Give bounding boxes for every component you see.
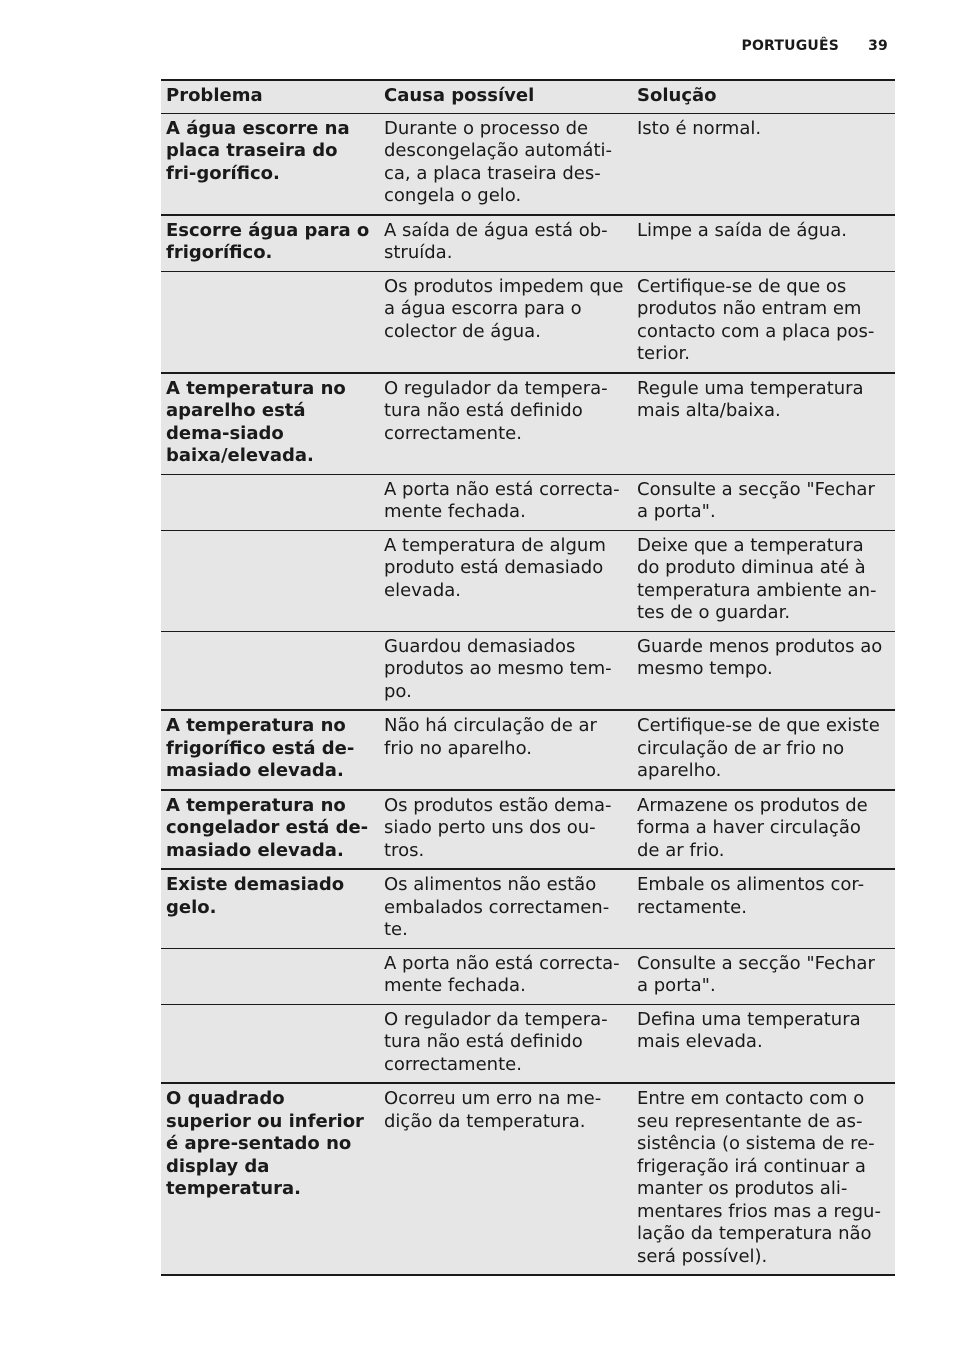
cause-cell: Os produtos estão dema-siado perto uns dos ou-tros.	[384, 794, 612, 861]
solution-cell: Regule uma temperatura mais alta/baixa.	[637, 377, 864, 421]
solution-cell: Isto é normal.	[637, 117, 762, 139]
cause-cell: Os alimentos não estão embalados correctamen-te.	[384, 874, 610, 940]
cause-cell: O regulador da tempera-tura não está definido correctamente.	[384, 1008, 608, 1075]
language-label: PORTUGUÊS	[741, 38, 840, 54]
column-header-cause: Causa possível	[384, 85, 535, 106]
table-row	[161, 530, 895, 631]
table-row	[161, 113, 895, 215]
table-row	[161, 215, 895, 272]
troubleshooting-table	[161, 79, 895, 1276]
page-header	[741, 38, 888, 54]
problem-cell: Escorre água para o frigorífico.	[166, 219, 370, 263]
solution-cell: Deixe que a temperatura do produto diminua até à temperatura ambiente an-tes de o guardar.	[637, 534, 877, 623]
table-row	[161, 869, 895, 948]
problem-cell	[161, 1004, 379, 1083]
table-row	[161, 474, 895, 530]
solution-cell: Certifique-se de que os produtos não entram em contacto com a placa pos-terior.	[637, 275, 875, 364]
problem-cell	[161, 271, 379, 373]
problem-cell	[161, 631, 379, 710]
problem-cell: Existe demasiado gelo.	[166, 874, 345, 918]
cause-cell: O regulador da tempera-tura não está definido correctamente.	[384, 377, 608, 444]
table-row	[161, 373, 895, 475]
table-row	[161, 631, 895, 710]
table-row	[161, 1004, 895, 1083]
cause-cell: Durante o processo de descongelação automáti-ca, a placa traseira des-congela o gelo.	[384, 117, 613, 206]
problem-cell: A temperatura no congelador está de-masiado elevada.	[166, 794, 369, 861]
cause-cell: A saída de água está ob-struída.	[384, 219, 608, 263]
solution-cell: Armazene os produtos de forma a haver circulação de ar frio.	[637, 794, 868, 861]
cause-cell: A porta não está correcta-mente fechada.	[384, 478, 620, 522]
cause-cell: Ocorreu um erro na me-dição da temperatura.	[384, 1088, 602, 1132]
column-header-solution: Solução	[637, 85, 717, 106]
problem-cell: A temperatura no frigorífico está de-masiado elevada.	[166, 715, 355, 781]
problem-cell	[161, 474, 379, 530]
solution-cell: Embale os alimentos cor-rectamente.	[637, 874, 865, 918]
solution-cell: Limpe a saída de água.	[637, 219, 847, 241]
solution-cell: Entre em contacto com o seu representante de as-sistência (o sistema de re-frigeração irá continuar a manter os produtos ali-mentares frios mas a regu-lação da temperatura não será possível).	[637, 1088, 881, 1267]
cause-cell: A temperatura de algum produto está demasiado elevada.	[384, 534, 606, 601]
problem-cell: O quadrado superior ou inferior é apre-sentado no display da temperatura.	[166, 1088, 364, 1199]
table-row	[161, 948, 895, 1004]
table-row	[161, 710, 895, 790]
cause-cell: A porta não está correcta-mente fechada.	[384, 952, 620, 996]
table-row	[161, 1083, 895, 1275]
cause-cell: Não há circulação de ar frio no aparelho.	[384, 715, 597, 759]
solution-cell: Certifique-se de que existe circulação de ar frio no aparelho.	[637, 715, 880, 781]
solution-cell: Guarde menos produtos ao mesmo tempo.	[637, 635, 883, 679]
table-row	[161, 271, 895, 373]
table-header-row	[161, 80, 895, 113]
problem-cell	[161, 948, 379, 1004]
solution-cell: Consulte a secção "Fechar a porta".	[637, 478, 875, 522]
column-header-problem: Problema	[166, 85, 263, 106]
page-number: 39	[868, 38, 888, 54]
solution-cell: Defina uma temperatura mais elevada.	[637, 1008, 861, 1052]
solution-cell: Consulte a secção "Fechar a porta".	[637, 952, 875, 996]
cause-cell: Os produtos impedem que a água escorra para o colector de água.	[384, 275, 624, 342]
problem-cell: A água escorre na placa traseira do fri-gorífico.	[166, 117, 350, 184]
cause-cell: Guardou demasiados produtos ao mesmo tem-po.	[384, 635, 612, 702]
problem-cell: A temperatura no aparelho está dema-siado baixa/elevada.	[166, 377, 346, 466]
table-row	[161, 790, 895, 870]
problem-cell	[161, 530, 379, 631]
